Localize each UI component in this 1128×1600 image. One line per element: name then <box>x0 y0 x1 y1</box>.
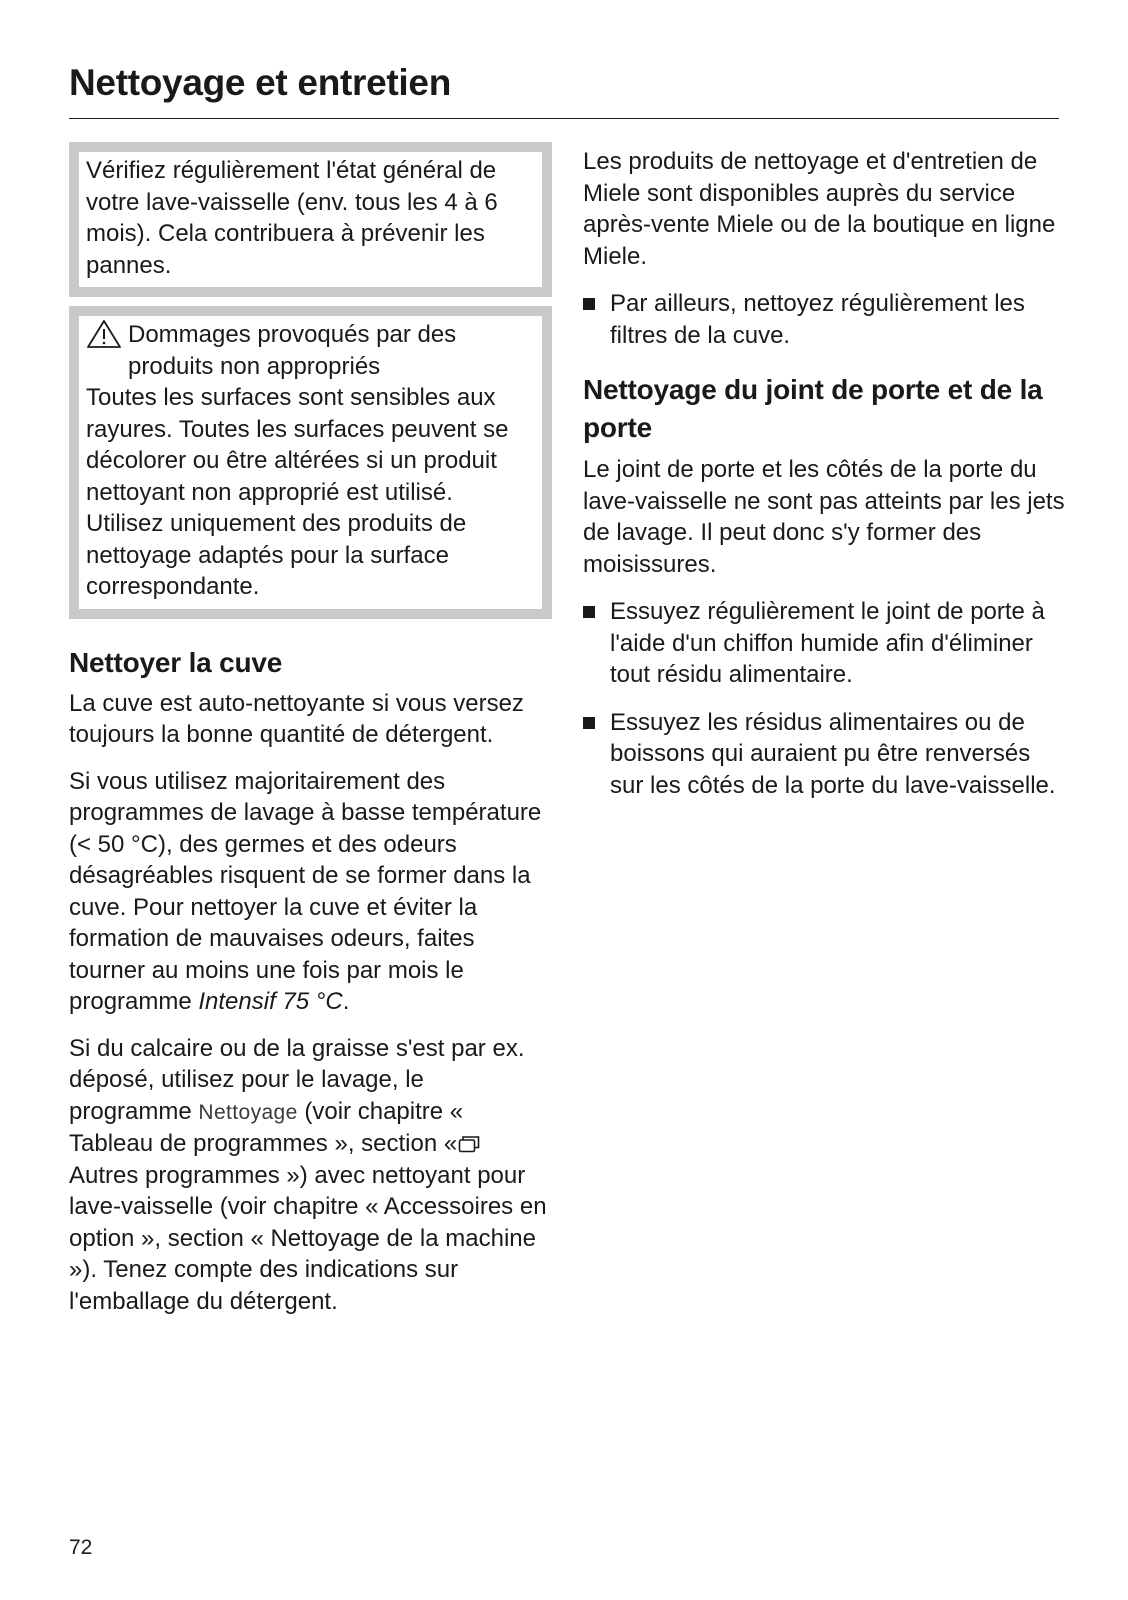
list-item <box>583 288 1065 351</box>
page-number: 72 <box>69 1536 93 1559</box>
list-item <box>583 596 1065 691</box>
warning-box <box>69 306 552 619</box>
warning-triangle-icon <box>86 319 122 349</box>
cuve-paragraph-3 <box>69 1033 552 1318</box>
list-item <box>583 707 1065 802</box>
bullet-text: Par ailleurs, nettoyez régulièrement les filtres de la cuve. <box>610 290 1025 349</box>
warning-paragraph: Toutes les surfaces sont sensibles aux rayures. Toutes les surfaces peuvent se décolorer ou être altérées si un produit nettoyant non approprié est utilisé. <box>86 384 509 506</box>
cuve-paragraph-2-text: Si vous utilisez majoritairement des programmes de lavage à basse température (< 50 °C), des germes et des odeurs désagréables risquent de se former dans la cuve. Pour nettoyer la cuve et éviter la formation de mauvaises odeurs, faites tourner au moins une fois par mois le programme <box>69 767 542 1015</box>
page-title: Nettoyage et entretien <box>69 62 451 103</box>
bullet-text: Essuyez les résidus alimentaires ou de boissons qui auraient pu être renversés sur les côtés de la porte du lave-vaisselle. <box>610 708 1056 799</box>
other-programs-icon <box>458 1130 480 1148</box>
section-heading-cuve: Nettoyer la cuve <box>69 646 283 678</box>
title-rule <box>69 118 1059 119</box>
program-intensif: Intensif 75 °C <box>198 988 343 1015</box>
warning-paragraph: Utilisez uniquement des produits de nettoyage adaptés pour la surface correspondante. <box>86 510 467 600</box>
bullet-square-icon <box>583 298 595 310</box>
bullet-square-icon <box>583 606 595 618</box>
cuve-paragraph-3-c: Autres programmes ») avec nettoyant pour lave-vaisselle (voir chapitre « Accessoires en option », section « Nettoyage de la machine »). Tenez compte des indications sur l'emballage du détergent. <box>69 1161 547 1315</box>
program-nettoyage: Nettoyage <box>198 1100 298 1124</box>
left-column <box>69 142 552 1317</box>
bullet-text: Essuyez régulièrement le joint de porte à l'aide d'un chiffon humide afin d'éliminer tout résidu alimentaire. <box>610 598 1045 688</box>
warning-header <box>86 319 532 382</box>
cuve-paragraph-3-a: Si du calcaire ou de la graisse s'est par ex. déposé, utilisez pour le lavage, le programme <box>69 1034 525 1125</box>
cuve-paragraph-3-b: (voir chapitre « Tableau de programmes », section « <box>69 1097 464 1157</box>
intro-paragraph: Les produits de nettoyage et d'entretien de Miele sont disponibles auprès du service après-vente Miele ou de la boutique en ligne Miele. <box>583 148 1056 270</box>
cuve-paragraph-2 <box>69 766 552 1018</box>
right-column <box>583 146 1065 801</box>
cuve-paragraph-2-end: . <box>342 988 350 1015</box>
warning-title: Dommages provoqués par des produits non appropriés <box>128 321 457 380</box>
note-text: Vérifiez régulièrement l'état général de votre lave-vaisselle (env. tous les 4 à 6 mois). Cela contribuera à prévenir les pannes. <box>86 157 498 279</box>
joint-paragraph: Le joint de porte et les côtés de la porte du lave-vaisselle ne sont pas atteints par les jets de lavage. Il peut donc s'y former des moisissures. <box>583 456 1065 578</box>
cuve-paragraph-1: La cuve est auto-nettoyante si vous versez toujours la bonne quantité de détergent. <box>69 689 524 748</box>
note-box <box>69 142 552 297</box>
section-heading-joint: Nettoyage du joint de porte et de la porte <box>583 374 1043 443</box>
bullet-square-icon <box>583 717 595 729</box>
